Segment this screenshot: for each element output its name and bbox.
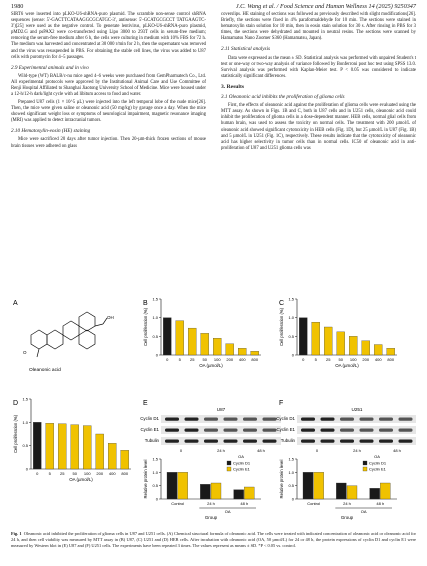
group-label: OA	[360, 509, 367, 514]
blot-band	[185, 440, 199, 443]
blot-time-label: 48 h	[257, 448, 265, 453]
page-number: 1980	[11, 3, 24, 10]
x-tick-label: 24 h	[207, 501, 215, 506]
legend-swatch	[363, 461, 367, 465]
bar	[370, 488, 380, 499]
bar	[362, 341, 370, 355]
blot-band	[243, 440, 257, 443]
blot-band	[224, 429, 238, 432]
bar	[238, 348, 246, 355]
blot-band	[185, 429, 199, 432]
x-tick-label: 25	[326, 357, 331, 362]
blot-band	[340, 418, 354, 421]
bar	[71, 425, 79, 469]
x-tick-label: 50	[338, 357, 343, 362]
y-tick-label: 1.5	[22, 396, 28, 402]
blot-band	[379, 429, 393, 432]
x-tick-label: 0	[302, 357, 305, 362]
blot-band	[360, 429, 374, 432]
bar	[336, 483, 346, 499]
blot-band	[379, 440, 393, 443]
blot-row-label: Cyclin E1	[276, 427, 295, 432]
blot-band	[360, 418, 374, 421]
y-tick-label: 0.5	[288, 333, 294, 339]
paragraph: Prepared U87 cells (1 × 10^5 µL) were injected into the left temporal lobe of the nude mice[26]. Then, the mice were given saline or oleanonic acid (50 mg/kg) by gavage once a day. When the mice showed significant weight loss or symptoms of neurological impairment, magnetic resonance imaging (MRI) was applied to detect intracranial tumors.	[11, 100, 206, 124]
left-column	[11, 12, 206, 151]
bar	[244, 487, 254, 499]
legend-swatch	[227, 467, 231, 471]
legend-label: Cyclin D1	[369, 460, 387, 466]
x-axis-label: OA (µmol/L)	[69, 477, 93, 482]
compound-name: Oleanonic acid	[29, 368, 61, 373]
paragraph: Wild-type (WT) BALB/c-nu mice aged 4–6 weeks were purchased from GemPharmatech Co., Ltd. All experimental protocols were approved by the Institutional Animal Care and Use Committee of Renji Hospital Affiliated to Shanghai Jiaotong University School of Medicine. Mice were housed under a 12-h/12-h dark/light cycle with ad libitum access to food and water.	[11, 73, 206, 98]
y-tick-label: 0	[25, 466, 28, 472]
bar	[46, 423, 54, 469]
bar	[58, 424, 66, 469]
x-tick-label: 5	[178, 357, 181, 362]
x-tick-label: Control	[307, 501, 321, 506]
blot-band	[340, 440, 354, 443]
figure-caption	[11, 531, 416, 548]
bar	[314, 472, 324, 499]
y-tick-label: 1.0	[152, 315, 158, 321]
x-tick-label: 800	[387, 357, 395, 362]
bar	[312, 322, 320, 355]
x-tick-label: 100	[83, 471, 91, 476]
blot-band	[165, 440, 179, 443]
blot-band	[379, 418, 393, 421]
panel-label-d: D	[13, 400, 19, 407]
x-tick-label: 400	[108, 471, 116, 476]
paragraph: Mice were sacrificed 20 days after tumor injection. Then 20-µm-thick frozen sections of mouse brain tissues were adhered on glass	[11, 137, 206, 149]
chart-panel-d	[13, 397, 131, 483]
y-tick-label: 0	[155, 352, 158, 358]
blot-band	[340, 429, 354, 432]
x-tick-label: 200	[96, 471, 104, 476]
bar	[163, 318, 171, 355]
blot-band	[243, 418, 257, 421]
group-label: OA	[224, 509, 231, 514]
x-tick-label: 25	[60, 471, 65, 476]
y-axis-label: Relative protein level	[279, 459, 284, 499]
cell-line-label: U87	[216, 407, 226, 412]
blot-time-label: 0	[315, 448, 319, 453]
bar	[108, 443, 116, 469]
blot-row-label: Tubulin	[144, 438, 159, 443]
y-tick-label: 1.0	[288, 315, 294, 321]
bar	[374, 345, 382, 355]
blot-band	[301, 418, 315, 421]
hydroxyl-label: OH	[107, 315, 114, 320]
blot-row-label: Cyclin D1	[140, 416, 159, 421]
bar	[380, 483, 390, 499]
bar	[213, 338, 221, 355]
y-tick-label: 0	[291, 352, 294, 358]
bar	[167, 472, 177, 499]
panel-label-a: A	[13, 300, 18, 307]
blot-band	[263, 440, 277, 443]
paragraph: First, the effects of oleanonic acid against the proliferation of glioma cells were evaluated using the MTT assay. As shown in Figs. 1B and C, both in U87 cells and in U251 cells, oleanonic acid could inhibit the proliferation of glioma cells in a dose-dependent manner. HEB cells, normal glial cells from human brain, was used to assess the toxicity on normal cells. The treatment with 200 µmol/L of oleanonic acid showed significant cytotoxicity in HEB cells (Fig. 1D), but 25 µmol/L in U87 (Fig. 1B) and 5 µmol/L in U251 (Fig. 1C), respectively. These results indicate that the cytotoxicity of oleanonic acid has higher selectivity in tumor cells than in normal cells. IC50 of oleanonic acid in anti-proliferation of U87 and U251 glioma cells was	[221, 103, 416, 151]
x-tick-label: 0	[36, 471, 39, 476]
bar	[251, 351, 259, 355]
blot-band	[301, 440, 315, 443]
x-tick-label: 25	[190, 357, 195, 362]
bar	[200, 484, 210, 499]
bar	[303, 472, 313, 499]
bar	[387, 348, 395, 355]
y-axis-label: Cell proliferation (%)	[279, 308, 284, 346]
paragraph: SIRT6 were inserted into pLKO-U6-shRNA-puro plasmid. The scramble non-sense control shRNA sequences (sense: 5'-GACTTCATAAGGCGCATGC-3', antisense: 5'-GCATGCGCCT TATGAAGTC-3')[25] were used as the negative control. To generate lentivirus, pLKO-U6-shRNA-puro plasmid, pMD2.G and psPAX2 were co-transfected using Lipo 3000 to 293T cells in serum-free medium; removing the serum-free medium after 6 h, the cells were culturing in medium with 10% FBS for 72 h. The medium was harvested and concentrated at 30 000 r/min for 2 h, then the supernatant was removed and the virus was resuspended in PBS. For obtaining the stable cell lines, the virus was added to U87 cells with puromycin for 4–5 passages.	[11, 12, 206, 60]
section-heading: 2.10 Hematoxylin-eosin (HE) staining	[11, 128, 91, 135]
bar	[188, 328, 196, 355]
panel-label-b: B	[143, 300, 148, 307]
y-tick-label: 0	[155, 496, 158, 502]
blot-band	[224, 418, 238, 421]
blot-band	[224, 440, 238, 443]
y-tick-label: 1.5	[152, 456, 158, 462]
legend-label: Cyclin D1	[233, 460, 251, 466]
y-tick-label: 1.5	[152, 296, 158, 302]
bar	[349, 336, 357, 355]
bar	[234, 490, 244, 499]
x-tick-label: 48 h	[240, 501, 249, 506]
figure-1	[11, 291, 416, 529]
bar	[299, 318, 307, 355]
blot-band	[360, 440, 374, 443]
blot-band	[165, 429, 179, 432]
x-tick-label: 400	[238, 357, 246, 362]
caption-text: Oleanonic acid inhibited the proliferation of glioma cells in U87 and U251 cells. (A) Chemical structural formula of oleanonic acid. The cells were treated with indicated concentration of oleanonic acid or oleanonic acid for 24 h, and then cell viability was measured by MTT assay in (B) U87, (C) U251 and (D) HEB cells. After incubation with oleanonic acid (OA, 50 µmol/L) for 24 or 48 h, the protein expressions of cyclin D1 and cyclin E1 were measured by Western blot in (E) U87 and (F) U251 cells. The experiments have been repeated 3 times. The values represent as means ± SD. *P < 0.05 vs. control.	[11, 531, 416, 548]
x-axis-label: Group	[340, 515, 354, 520]
x-tick-label: 200	[226, 357, 234, 362]
x-axis-label: OA (µmol/L)	[335, 363, 359, 368]
panel-label-f: F	[279, 400, 284, 407]
y-tick-label: 0.5	[152, 483, 158, 489]
western-blot-e	[140, 407, 281, 459]
bar	[337, 332, 345, 355]
bar	[33, 422, 41, 469]
bar	[347, 486, 357, 499]
chart-panel-e	[143, 457, 261, 521]
x-tick-label: 48 h	[376, 501, 385, 506]
blot-row-label: Cyclin E1	[140, 427, 159, 432]
x-tick-label: 100	[213, 357, 221, 362]
blot-band	[301, 429, 315, 432]
blot-group-label: OA	[238, 454, 244, 459]
blot-band	[204, 440, 218, 443]
western-blot-f	[276, 407, 416, 459]
x-tick-label: 800	[251, 357, 259, 362]
cell-line-label: U251	[351, 407, 363, 412]
x-tick-label: 5	[314, 357, 317, 362]
paragraph: coverslips. HE staining of sections was followed as previously described with slight modifications[26]. Briefly, the sections were fixed in 4% paraformaldehyde for 10 min. The sections were stained in hematoxylin stain solution for 10 min, then in eosin stain solution for 30 s. After rinsing in PBS for 3 times, the sections were dehydrated and mounted in neutral resins. The sections were scanned by Hamamatsu Nano Zoomer S360 (Hamamatsu, Japan).	[221, 12, 416, 42]
y-tick-label: 1.0	[288, 469, 294, 475]
oxo-label: O	[23, 350, 27, 355]
legend-swatch	[227, 461, 231, 465]
bar	[211, 483, 221, 499]
x-tick-label: 5	[48, 471, 51, 476]
section-heading: 2.11 Statistical analysis	[221, 46, 271, 53]
y-tick-label: 0.5	[152, 333, 158, 339]
y-axis-label: Cell proliferation (%)	[143, 308, 148, 346]
blot-band	[243, 429, 257, 432]
blot-band	[165, 418, 179, 421]
x-tick-label: 800	[121, 471, 129, 476]
blot-row-label: Tubulin	[280, 438, 295, 443]
x-tick-label: 100	[349, 357, 357, 362]
legend-label: Cyclin E1	[233, 466, 250, 472]
panel-label-c: C	[279, 300, 285, 307]
bar	[226, 344, 234, 355]
panel-label-e: E	[143, 400, 148, 407]
x-tick-label: 50	[202, 357, 207, 362]
blot-time-label: 0	[179, 448, 183, 453]
chart-panel-b	[143, 297, 261, 369]
y-axis-label: Cell proliferation (%)	[13, 415, 18, 453]
legend-swatch	[363, 467, 367, 471]
legend-label: Cyclin E1	[369, 466, 386, 472]
blot-band	[399, 440, 413, 443]
blot-band	[399, 418, 413, 421]
bar	[324, 327, 332, 355]
y-tick-label: 1.5	[288, 456, 294, 462]
bar	[176, 321, 184, 355]
blot-group-label: OA	[374, 454, 380, 459]
x-tick-label: Control	[171, 501, 185, 506]
blot-band	[321, 429, 335, 432]
bar	[83, 426, 91, 469]
blot-time-label: 48 h	[393, 448, 401, 453]
section-heading: 2.9 Experimental animals and in vivo	[11, 64, 89, 71]
x-tick-label: 0	[166, 357, 169, 362]
blot-band	[321, 418, 335, 421]
chart-panel-f	[279, 457, 397, 521]
blot-row-label: Cyclin D1	[276, 416, 295, 421]
x-tick-label: 200	[362, 357, 370, 362]
bar	[178, 472, 188, 499]
right-column	[221, 12, 416, 154]
bar	[121, 450, 129, 469]
y-tick-label: 0.5	[22, 443, 28, 449]
blot-band	[321, 440, 335, 443]
blot-time-label: 24 h	[217, 448, 225, 453]
section-heading: 3. Results	[221, 83, 244, 90]
bar	[96, 434, 104, 469]
x-tick-label: 50	[72, 471, 77, 476]
y-tick-label: 0.5	[288, 483, 294, 489]
x-axis-label: Group	[204, 515, 218, 520]
oleanonic-acid-structure	[31, 312, 107, 357]
blot-band	[399, 429, 413, 432]
y-tick-label: 1.0	[22, 419, 28, 425]
blot-band	[263, 429, 277, 432]
blot-band	[204, 418, 218, 421]
blot-band	[263, 418, 277, 421]
x-axis-label: OA (µmol/L)	[199, 363, 223, 368]
figure-svg	[11, 291, 416, 529]
blot-band	[204, 429, 218, 432]
blot-band	[185, 418, 199, 421]
caption-label: Fig. 1	[11, 531, 22, 536]
y-axis-label: Relative protein level	[143, 459, 148, 499]
blot-time-label: 24 h	[353, 448, 361, 453]
y-tick-label: 1.5	[288, 296, 294, 302]
chart-panel-c	[279, 297, 397, 369]
paragraph: Data were expressed as the mean ± SD. Statistical analysis was performed with unpaired Student's t test or one-way or two-way analysis of variance followed by Bonferroni post hoc test using SPSS 13.0. Survival analysis was performed with Kaplan-Meier test. P < 0.05 was considered to indicate statistically significant differences.	[221, 55, 416, 79]
running-header: J.C. Wang et al. / Food Science and Human Wellness 14 (2025) 9250347	[235, 3, 416, 10]
x-tick-label: 24 h	[343, 501, 351, 506]
bar	[201, 333, 209, 355]
y-tick-label: 0	[291, 496, 294, 502]
y-tick-label: 1.0	[152, 469, 158, 475]
x-tick-label: 400	[374, 357, 382, 362]
section-heading: 3.1 Oleanonic acid inhibits the proliferation of glioma cells	[221, 94, 345, 101]
